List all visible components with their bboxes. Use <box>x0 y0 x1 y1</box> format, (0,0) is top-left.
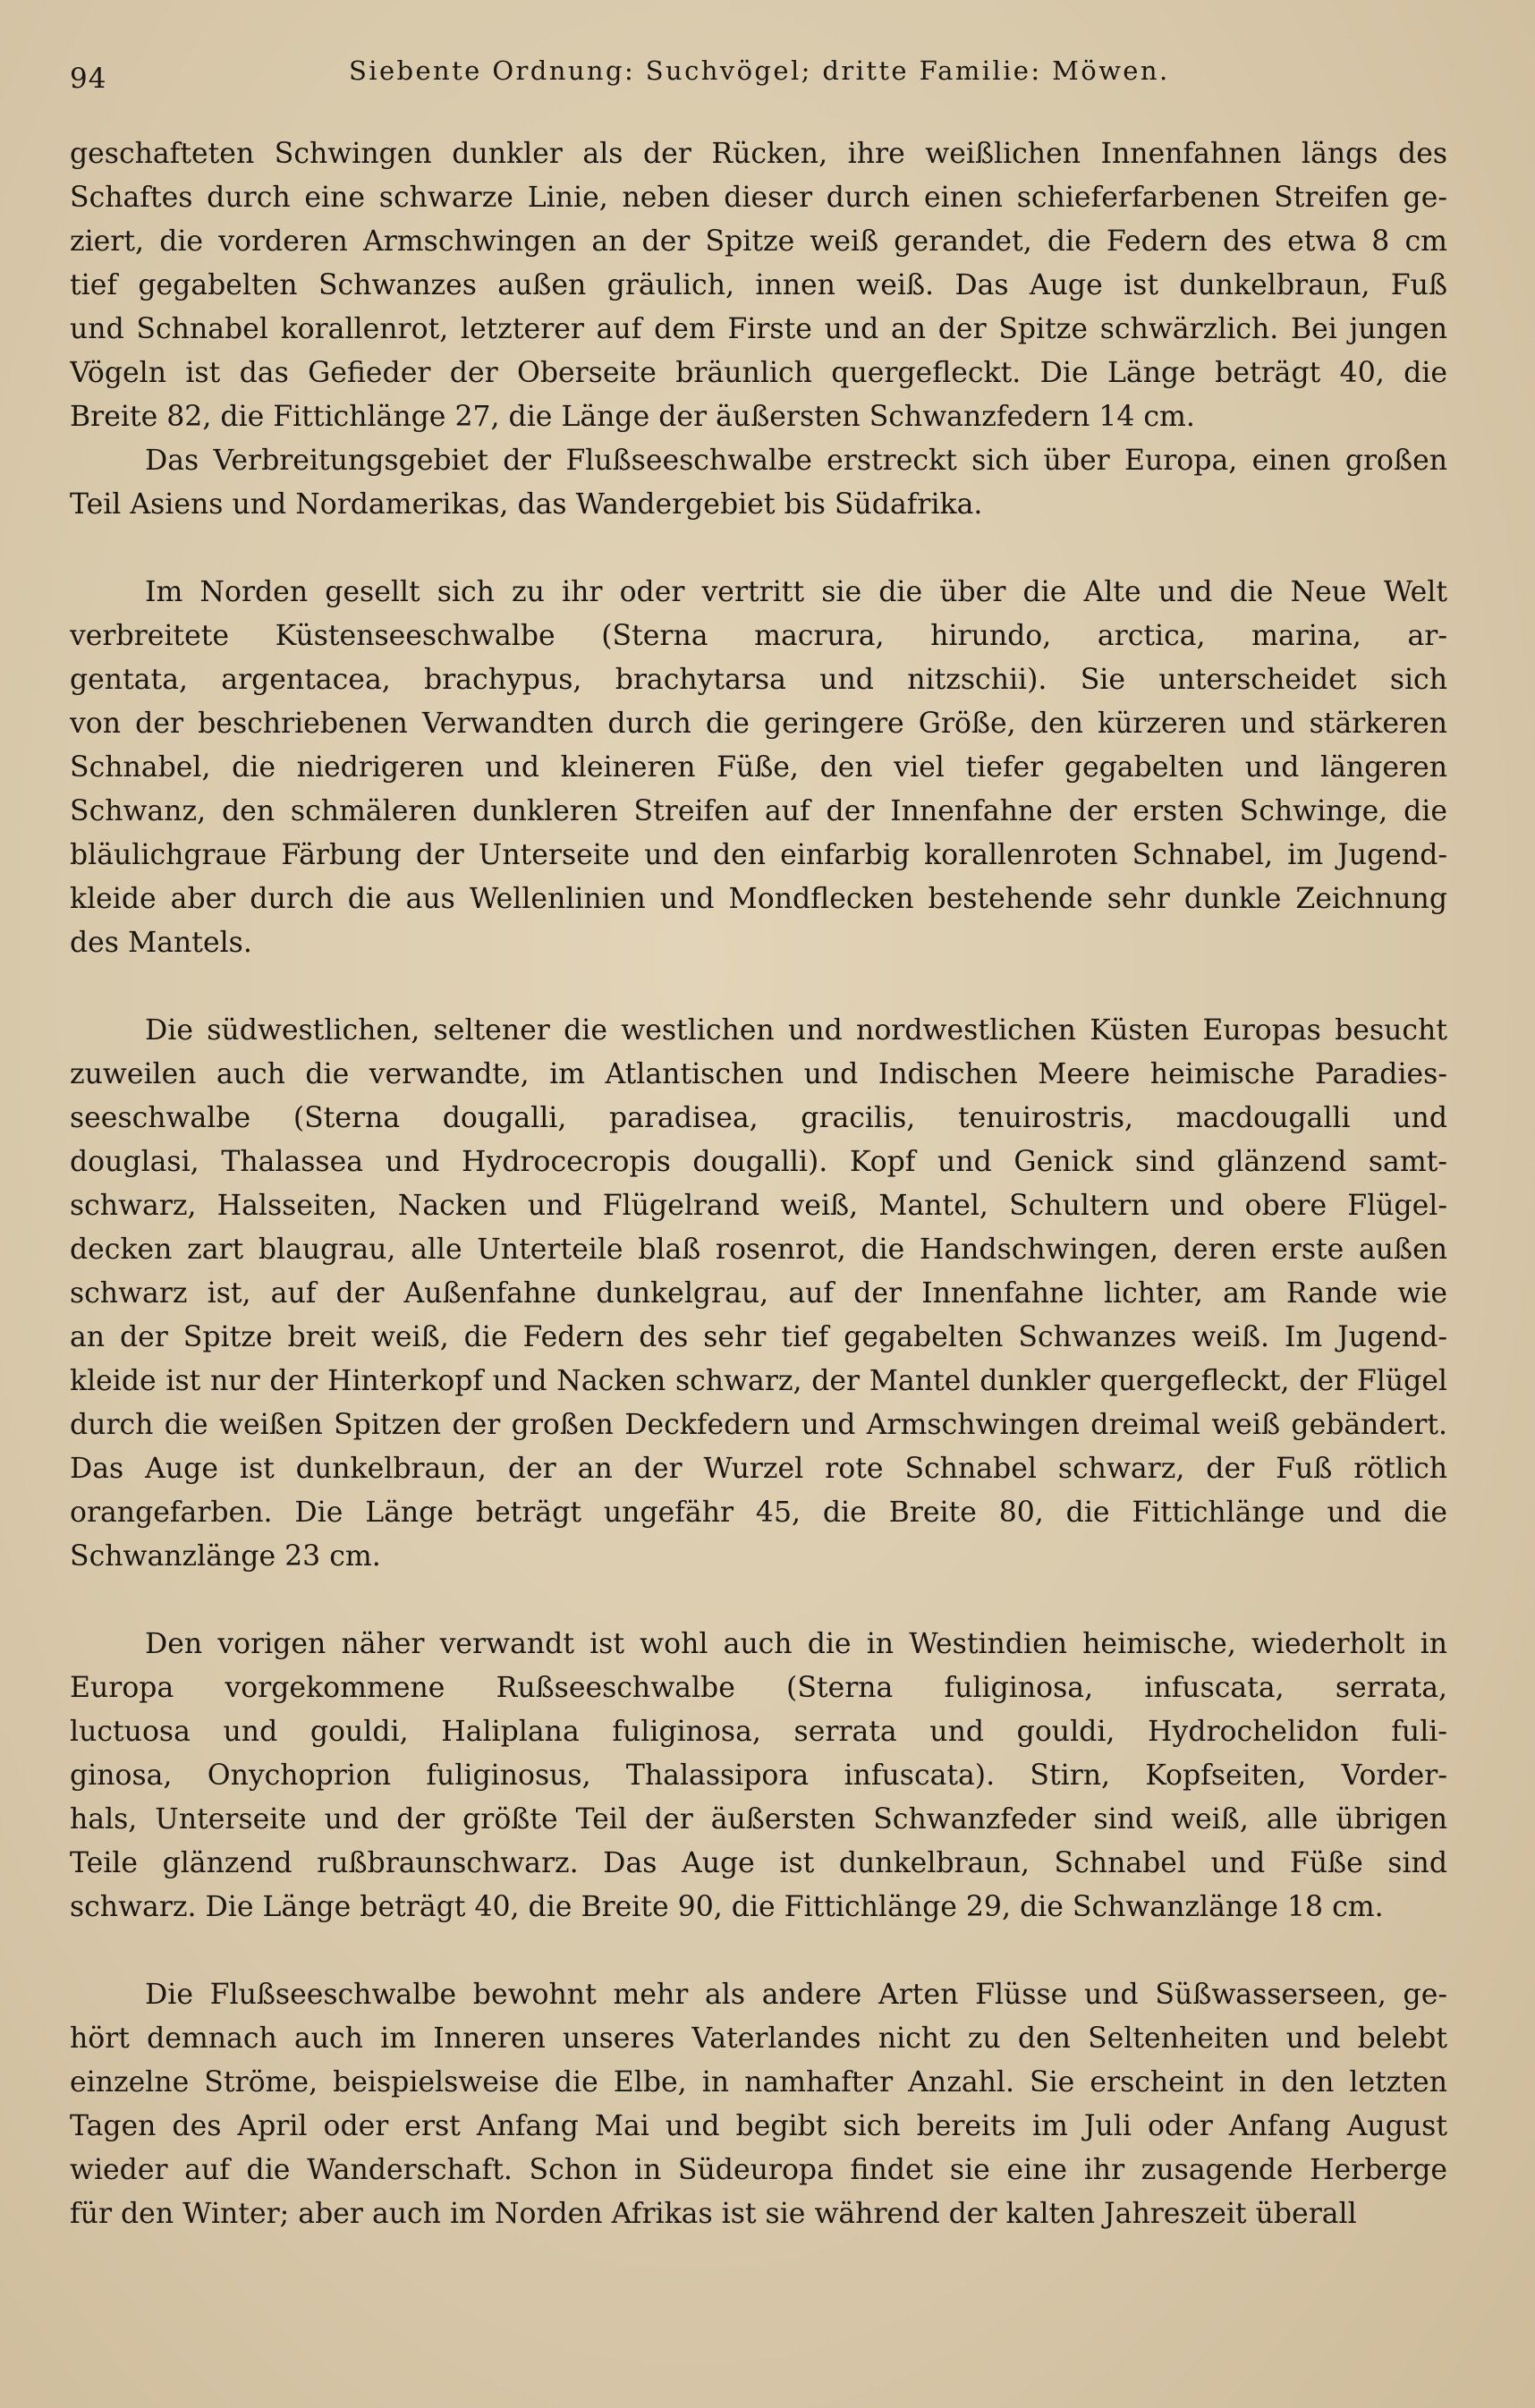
text-line: Teile glänzend rußbraunschwarz. Das Auge ist dunkelbraun, Schnabel und Füße sind <box>70 1847 1447 1879</box>
text-line: douglasi, Thalassea und Hydrocecropis dougalli). Kopf und Genick sind glänzend samt- <box>70 1146 1447 1178</box>
paragraph <box>70 132 1447 439</box>
text-line: wieder auf die Wanderschaft. Schon in Südeuropa findet sie eine ihr zusagende Herberge <box>70 2154 1447 2186</box>
text-line: orangefarben. Die Länge beträgt ungefähr 45, die Breite 80, die Fittichlänge und die <box>70 1497 1447 1529</box>
text-line: schwarz. Die Länge beträgt 40, die Breite 90, die Fittichlänge 29, die Schwanzlänge 18 cm. <box>70 1891 1384 1923</box>
paragraph-gap <box>70 1579 1447 1623</box>
text-line: kleide ist nur der Hinterkopf und Nacken schwarz, der Mantel dunkler quergefleckt, der Flügel <box>70 1365 1447 1397</box>
text-line: Im Norden gesellt sich zu ihr oder vertritt sie die über die Alte und die Neue Welt <box>145 576 1447 608</box>
text-line: für den Winter; aber auch im Norden Afrikas ist sie während der kalten Jahreszeit überall <box>70 2198 1357 2230</box>
text-line: kleide aber durch die aus Wellenlinien und Mondflecken bestehende sehr dunkle Zeichnung <box>70 883 1447 915</box>
paragraph-gap <box>70 965 1447 1009</box>
body-text <box>70 132 1447 2236</box>
text-line: Teil Asiens und Nordamerikas, das Wandergebiet bis Südafrika. <box>70 488 983 521</box>
text-line: Europa vorgekommene Rußseeschwalbe (Sterna fuliginosa, infuscata, serrata, <box>70 1672 1447 1704</box>
text-line: seeschwalbe (Sterna dougalli, paradisea, gracilis, tenuirostris, macdougalli und <box>70 1102 1447 1134</box>
text-line: Das Auge ist dunkelbraun, der an der Wurzel rote Schnabel schwarz, der Fuß rötlich <box>70 1453 1447 1485</box>
text-line: hört demnach auch im Inneren unseres Vaterlandes nicht zu den Seltenheiten und belebt <box>70 2022 1447 2055</box>
paragraph-gap <box>70 527 1447 571</box>
text-line: schwarz, Halsseiten, Nacken und Flügelrand weiß, Mantel, Schultern und obere Flügel- <box>70 1190 1447 1222</box>
text-line: ziert, die vorderen Armschwingen an der Spitze weiß gerandet, die Federn des etwa 8 cm <box>70 225 1447 258</box>
text-line: Vögeln ist das Gefieder der Oberseite bräunlich quergefleckt. Die Länge beträgt 40, die <box>70 357 1447 389</box>
page-number: 94 <box>70 63 107 95</box>
book-page <box>70 47 1447 2236</box>
text-line: durch die weißen Spitzen der großen Deckfedern und Armschwingen dreimal weiß gebändert. <box>70 1409 1447 1441</box>
text-line: tief gegabelten Schwanzes außen gräulich, innen weiß. Das Auge ist dunkelbraun, Fuß <box>70 269 1447 301</box>
text-line: von der beschriebenen Verwandten durch die geringere Größe, den kürzeren und stärkeren <box>70 708 1447 740</box>
paragraph <box>70 1973 1447 2236</box>
text-line: Breite 82, die Fittichlänge 27, die Länge der äußersten Schwanzfedern 14 cm. <box>70 401 1195 433</box>
paragraph-gap <box>70 1929 1447 1973</box>
text-line: decken zart blaugrau, alle Unterteile blaß rosenrot, die Handschwingen, deren erste außen <box>70 1234 1447 1266</box>
text-line: hals, Unterseite und der größte Teil der äußersten Schwanzfeder sind weiß, alle übrigen <box>70 1803 1447 1836</box>
paragraph <box>70 1623 1447 1929</box>
text-line: ginosa, Onychoprion fuliginosus, Thalassipora infuscata). Stirn, Kopfseiten, Vorder- <box>70 1759 1447 1792</box>
text-line: verbreitete Küstenseeschwalbe (Sterna macrura, hirundo, arctica, marina, ar- <box>70 620 1447 652</box>
text-line: Die Flußseeschwalbe bewohnt mehr als andere Arten Flüsse und Süßwasserseen, ge- <box>145 1979 1447 2011</box>
paragraph <box>70 1009 1447 1579</box>
text-line: Schwanzlänge 23 cm. <box>70 1540 381 1573</box>
text-line: Schwanz, den schmäleren dunkleren Streifen auf der Innenfahne der ersten Schwinge, die <box>70 795 1447 827</box>
paragraph <box>70 439 1447 527</box>
text-line: zuweilen auch die verwandte, im Atlantischen und Indischen Meere heimische Paradies- <box>70 1058 1447 1090</box>
text-line: Schaftes durch eine schwarze Linie, neben dieser durch einen schieferfarbenen Streifen ge- <box>70 182 1447 214</box>
text-line: Tagen des April oder erst Anfang Mai und begibt sich bereits im Juli oder Anfang August <box>70 2110 1447 2142</box>
text-line: gentata, argentacea, brachypus, brachytarsa und nitzschii). Sie unterscheidet sich <box>70 664 1447 696</box>
text-line: und Schnabel korallenrot, letzterer auf dem Firste und an der Spitze schwärzlich. Bei jungen <box>70 313 1447 345</box>
text-line: luctuosa und gouldi, Haliplana fuliginosa, serrata und gouldi, Hydrochelidon fuli- <box>70 1716 1447 1748</box>
text-line: Das Verbreitungsgebiet der Flußseeschwalbe erstreckt sich über Europa, einen großen <box>145 445 1447 477</box>
text-line: des Mantels. <box>70 927 252 959</box>
running-head <box>70 47 1447 100</box>
text-line: Schnabel, die niedrigeren und kleineren Füße, den viel tiefer gegabelten und längeren <box>70 751 1447 784</box>
text-line: bläulichgraue Färbung der Unterseite und den einfarbig korallenroten Schnabel, im Jugend- <box>70 839 1447 871</box>
text-line: geschafteten Schwingen dunkler als der Rücken, ihre weißlichen Innenfahnen längs des <box>70 138 1447 170</box>
paragraph <box>70 571 1447 965</box>
text-line: an der Spitze breit weiß, die Federn des sehr tief gegabelten Schwanzes weiß. Im Jugend- <box>70 1321 1447 1353</box>
running-title: Siebente Ordnung: Suchvögel; dritte Familie: Möwen. <box>349 55 1170 86</box>
text-line: Den vorigen näher verwandt ist wohl auch die in Westindien heimische, wiederholt in <box>145 1628 1447 1660</box>
text-line: einzelne Ströme, beispielsweise die Elbe, in namhafter Anzahl. Sie erscheint in den letzten <box>70 2066 1447 2099</box>
text-line: schwarz ist, auf der Außenfahne dunkelgrau, auf der Innenfahne lichter, am Rande wie <box>70 1277 1447 1310</box>
text-line: Die südwestlichen, seltener die westlichen und nordwestlichen Küsten Europas besucht <box>145 1014 1447 1047</box>
